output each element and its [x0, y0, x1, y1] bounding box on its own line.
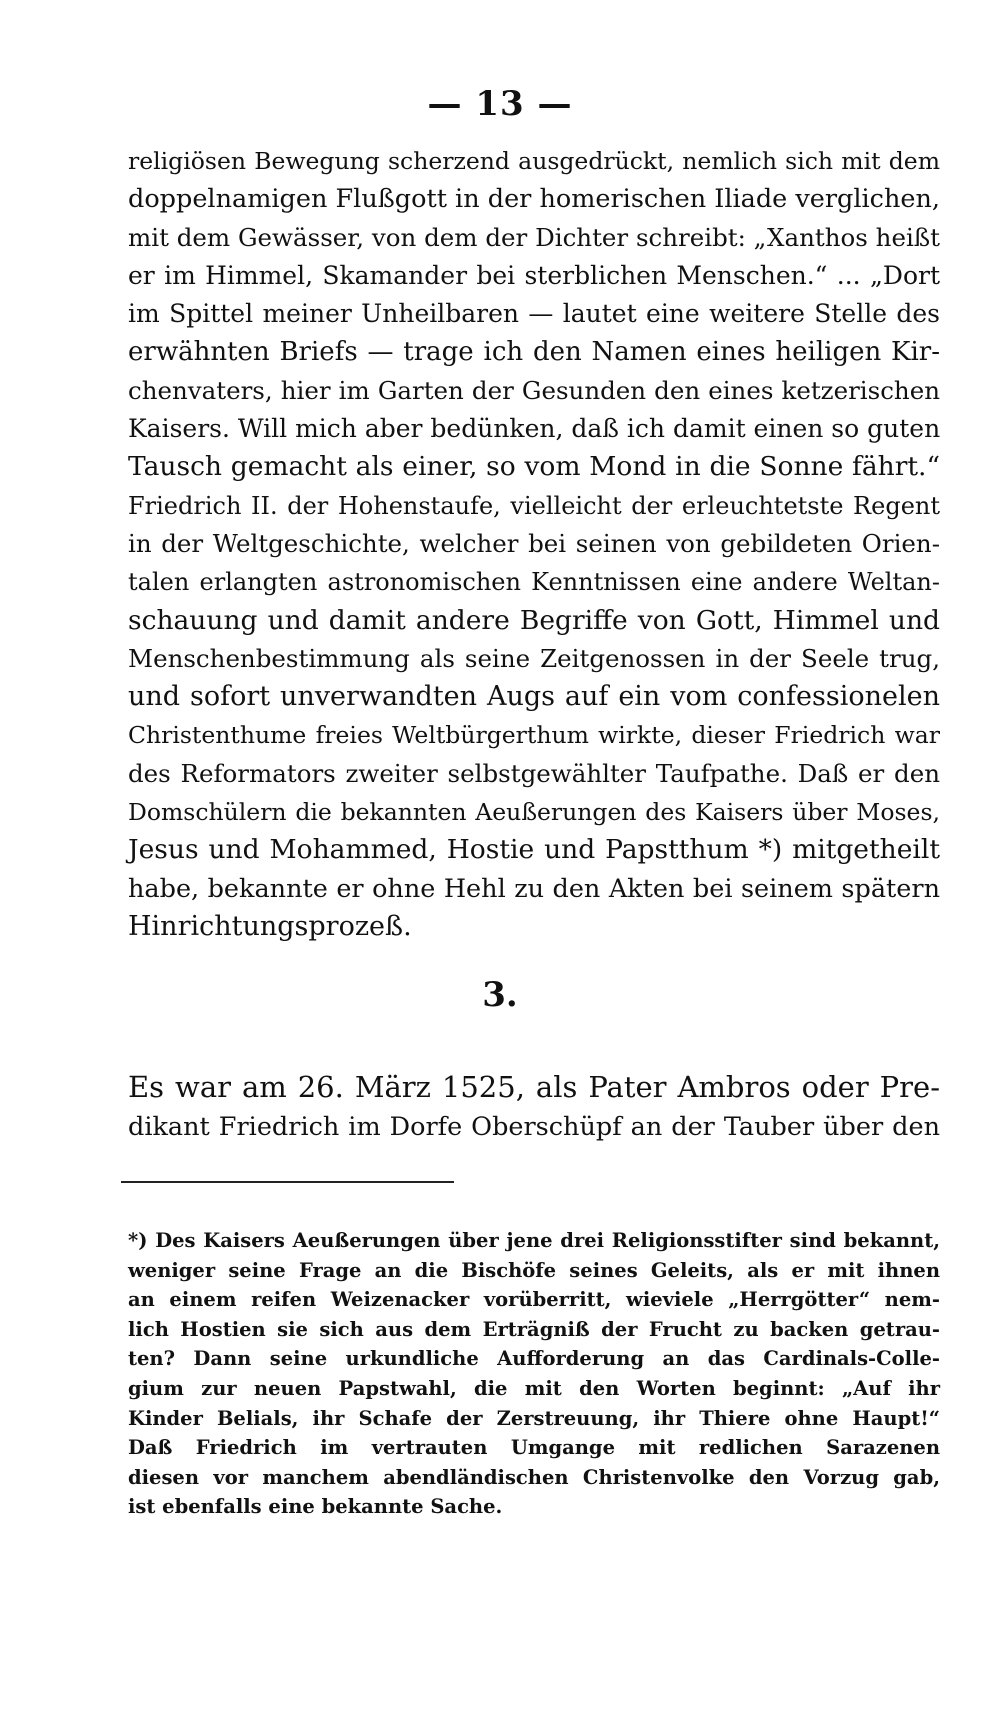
footnote-line: weniger seine Frage an die Bischöfe seines Geleits, als er mit ihnen: [128, 1258, 940, 1282]
text-line: Friedrich II. der Hohenstaufe, vielleicht der erleuchtetste Regent: [128, 491, 940, 520]
main-paragraph: [128, 142, 940, 946]
text-line: mit dem Gewässer, von dem der Dichter schreibt: „Xanthos heißt: [128, 222, 940, 252]
text-line: Hinrichtungsprozeß.: [128, 910, 412, 942]
text-line: Kaisers. Will mich aber bedünken, daß ich damit einen so guten: [128, 414, 941, 444]
text-line: Tausch gemacht als einer, so vom Mond in die Sonne fährt.“: [128, 451, 940, 483]
footnote-line: gium zur neuen Papstwahl, die mit den Worten beginnt: „Auf ihr: [128, 1376, 940, 1400]
footnote-line: Kinder Belials, ihr Schafe der Zerstreuung, ihr Thiere ohne Haupt!“: [128, 1406, 940, 1430]
footnote-line: an einem reifen Weizenacker vorüberritt, wieviele „Herrgötter“ nem-: [128, 1288, 940, 1312]
footnote: [128, 1226, 940, 1522]
footnote-line: ist ebenfalls eine bekannte Sache.: [128, 1495, 503, 1519]
text-line: Domschülern die bekannten Aeußerungen des Kaisers über Moses,: [128, 798, 940, 827]
text-line: Es war am 26. März 1525, als Pater Ambros oder Pre-: [128, 1070, 940, 1104]
text-line: chenvaters, hier im Garten der Gesunden den eines ketzerischen: [128, 375, 940, 405]
text-line: dikant Friedrich im Dorfe Oberschüpf an der Tauber über den: [128, 1112, 940, 1142]
text-line: des Reformators zweiter selbstgewählter Taufpathe. Daß er den: [128, 758, 940, 788]
text-line: Christenthume freies Weltbürgerthum wirkte, dieser Friedrich war: [128, 721, 940, 750]
text-line: Jesus und Mohammed, Hostie und Papstthum *) mitgetheilt: [128, 834, 940, 866]
text-line: religiösen Bewegung scherzend ausgedrückt, nemlich sich mit dem: [128, 147, 940, 175]
text-line: schauung und damit andere Begriffe von Gott, Himmel und: [128, 604, 940, 636]
footnote-line: *) Des Kaisers Aeußerungen über jene drei Religionsstifter sind bekannt,: [128, 1229, 940, 1252]
text-line: habe, bekannte er ohne Hehl zu den Akten bei seinem spätern: [128, 873, 940, 904]
text-line: Menschenbestimmung als seine Zeitgenossen in der Seele trug,: [128, 643, 940, 673]
text-line: doppelnamigen Flußgott in der homerischen Iliade verglichen,: [128, 184, 941, 215]
text-line: erwähnten Briefs — trage ich den Namen eines heiligen Kir-: [128, 337, 940, 368]
text-line: in der Weltgeschichte, welcher bei seinen von gebildeten Orien-: [128, 528, 940, 558]
section-paragraph: [128, 1067, 940, 1147]
footnote-line: ten? Dann seine urkundliche Aufforderung an das Cardinals-Colle-: [128, 1347, 940, 1371]
footnote-line: diesen vor manchem abendländischen Christenvolke den Vorzug gab,: [128, 1465, 940, 1489]
footnote-line: Daß Friedrich im vertrauten Umgange mit redlichen Sarazenen: [128, 1436, 940, 1460]
text-line: im Spittel meiner Unheilbaren — lautet eine weitere Stelle des: [128, 299, 940, 329]
text-line: und sofort unverwandten Augs auf ein vom confessionelen: [128, 681, 940, 713]
page-number: — 13 —: [427, 84, 573, 124]
text-line: er im Himmel, Skamander bei sterblichen Menschen.“ ... „Dort: [128, 260, 940, 290]
text-line: talen erlangten astronomischen Kenntnissen eine andere Weltan-: [128, 568, 940, 597]
section-heading: 3.: [482, 975, 518, 1015]
footnote-divider: [121, 1181, 454, 1183]
footnote-line: lich Hostien sie sich aus dem Erträgniß der Frucht zu backen getrau-: [128, 1317, 940, 1341]
